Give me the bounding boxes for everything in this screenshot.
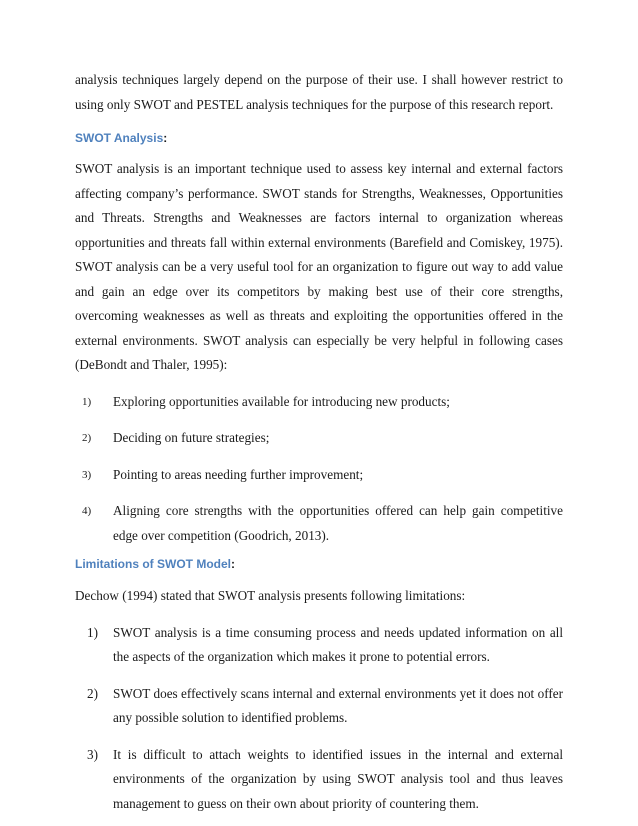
list-item bbox=[75, 499, 563, 548]
list-item bbox=[75, 682, 563, 731]
list-item-number: 1) bbox=[82, 395, 92, 408]
swot-analysis-heading bbox=[75, 128, 563, 148]
list-item bbox=[75, 463, 563, 488]
list-item-number: 1) bbox=[87, 624, 98, 640]
list-item-text: Exploring opportunities available for introducing new products; bbox=[113, 393, 450, 409]
document-page bbox=[75, 68, 563, 816]
limitations-list bbox=[75, 621, 563, 817]
swot-uses-list bbox=[75, 390, 563, 549]
swot-paragraph: SWOT analysis is an important technique used to assess key internal and external factors affecting company’s performance. SWOT stands for Strengths, Weaknesses, Opportunities and Threats. Strengths and Weaknesses are factors internal to organization whereas opportunities and threats fall within external environments (Barefield and Comiskey, 1975). SWOT analysis can be a very useful tool for an organization to figure out way to add value and gain an edge over its competitors by making best use of their core strengths, overcoming weaknesses as well as threats and exploiting the opportunities offered in the external environments. SWOT analysis can especially be very helpful in following cases (DeBondt and Thaler, 1995): bbox=[75, 161, 563, 372]
list-item bbox=[75, 426, 563, 451]
swot-heading-text: SWOT Analysis bbox=[75, 131, 164, 145]
list-item-number: 2) bbox=[87, 685, 98, 701]
list-item-number: 2) bbox=[82, 432, 92, 444]
list-item-text: It is difficult to attach weights to identified issues in the internal and external environments of the organization by using SWOT analysis tool and thus leaves management to guess on their own about priority of countering them. bbox=[113, 746, 563, 811]
limitations-heading bbox=[75, 554, 563, 574]
list-item bbox=[75, 743, 563, 817]
list-item-text: SWOT does effectively scans internal and external environments yet it does not offer any possible solution to identified problems. bbox=[113, 685, 563, 725]
list-item-number: 3) bbox=[82, 468, 92, 481]
limitations-paragraph: Dechow (1994) stated that SWOT analysis presents following limitations: bbox=[75, 588, 466, 603]
list-item bbox=[75, 390, 563, 415]
swot-heading-colon: : bbox=[163, 131, 168, 145]
list-item-text: Aligning core strengths with the opportunities offered can help gain competitive edge over competition (Goodrich, 2013). bbox=[113, 503, 563, 543]
list-item-text: SWOT analysis is a time consuming process and needs updated information on all the aspects of the organization which makes it prone to potential errors. bbox=[113, 624, 563, 664]
list-item-number: 3) bbox=[87, 746, 98, 762]
list-item-text: Pointing to areas needing further improvement; bbox=[113, 466, 364, 482]
list-item-text: Deciding on future strategies; bbox=[113, 430, 270, 445]
limitations-heading-colon: : bbox=[231, 557, 235, 571]
limitations-heading-text: Limitations of SWOT Model bbox=[75, 557, 231, 571]
list-item bbox=[75, 621, 563, 670]
intro-paragraph: analysis techniques largely depend on the purpose of their use. I shall however restrict to using only SWOT and PESTEL analysis techniques for the purpose of this research report. bbox=[75, 72, 563, 112]
list-item-number: 4) bbox=[82, 505, 92, 517]
